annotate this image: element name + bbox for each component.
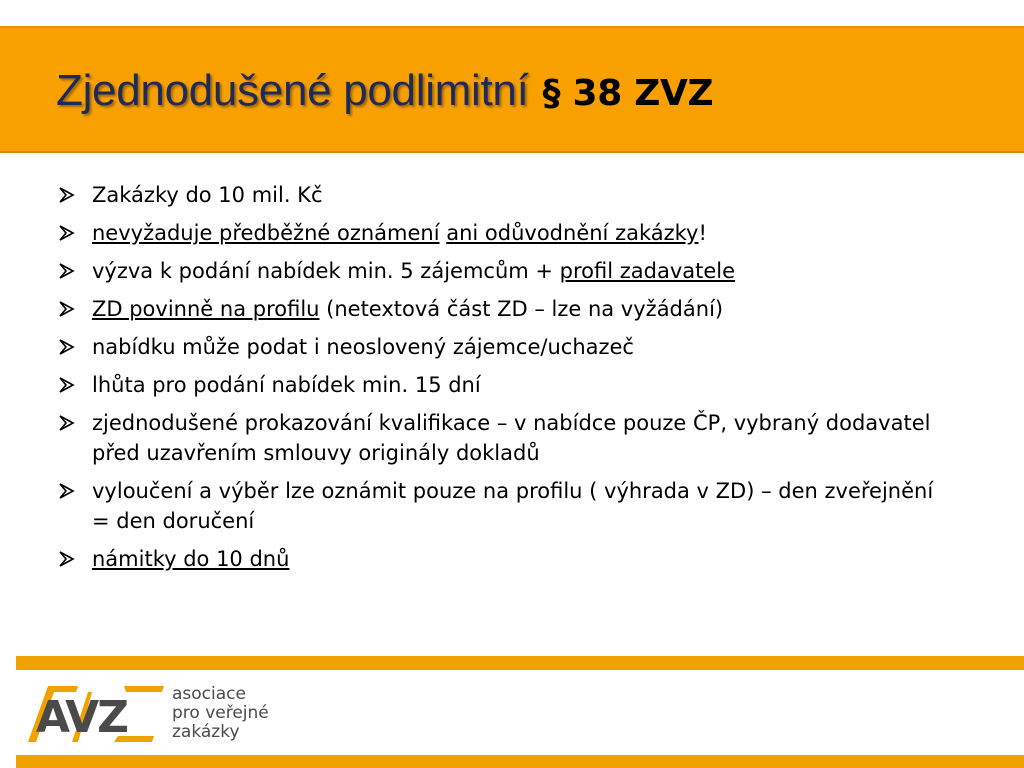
arrow-bullet-icon [58, 550, 76, 568]
arrow-bullet-icon [58, 186, 76, 204]
bullet-text: vyloučení a výběr lze oznámit pouze na profilu ( výhrada v ZD) – den zveřejnění = den doručení [92, 479, 934, 533]
slide-title-text: Zjednodušené podlimitní [56, 66, 529, 115]
bullet-item [58, 476, 938, 536]
bullet-text: Zakázky do 10 mil. Kč [92, 183, 323, 207]
bullet-item [58, 370, 938, 400]
logo-line-2: pro veřejné [172, 703, 269, 723]
slide-title [56, 66, 713, 116]
bullet-item [58, 256, 938, 286]
avz-logo [28, 684, 168, 744]
bullet-item [58, 408, 938, 468]
bullet-item [58, 218, 938, 248]
avz-logo-icon [28, 684, 168, 744]
bullet-text: zjednodušené prokazování kvalifikace – v nabídce pouze ČP, vybraný dodavatel před uzavřením smlouvy originály dokladů [92, 411, 931, 465]
avz-logo-mark: AVZ [36, 692, 128, 743]
arrow-bullet-icon [58, 224, 76, 242]
bullet-text: ! [698, 221, 707, 245]
bullet-item [58, 544, 938, 574]
arrow-bullet-icon [58, 262, 76, 280]
bullet-item [58, 294, 938, 324]
logo-line-3: zakázky [172, 722, 240, 742]
arrow-bullet-icon [58, 482, 76, 500]
header-bar [0, 26, 1024, 153]
bullet-text: (netextová část ZD – lze na vyžádání) [319, 297, 724, 321]
arrow-bullet-icon [58, 338, 76, 356]
arrow-bullet-icon [58, 300, 76, 318]
bullet-item [58, 332, 938, 362]
bullet-item [58, 180, 938, 210]
bullet-list [58, 180, 938, 582]
slide-title-suffix: § 38 ZVZ [542, 73, 714, 114]
bullet-text: profil zadavatele [559, 259, 736, 283]
bullet-text: výzva k podání nabídek min. 5 zájemcům + [92, 259, 560, 283]
logo-line-1: asociace [172, 684, 246, 704]
footer-divider-top [16, 656, 1024, 670]
bullet-text: lhůta pro podání nabídek min. 15 dní [92, 373, 481, 397]
bullet-text: nevyžaduje předběžné oznámení [92, 221, 440, 245]
bullet-text: ani odůvodnění zakázky [446, 221, 699, 245]
bullet-text: ZD povinně na profilu [92, 297, 320, 321]
bullet-text: námitky do 10 dnů [92, 547, 290, 571]
arrow-bullet-icon [58, 376, 76, 394]
footer-divider-bottom [16, 755, 1024, 768]
avz-logo-text [172, 685, 269, 742]
bullet-text: nabídku může podat i neoslovený zájemce/uchazeč [92, 335, 634, 359]
arrow-bullet-icon [58, 414, 76, 432]
